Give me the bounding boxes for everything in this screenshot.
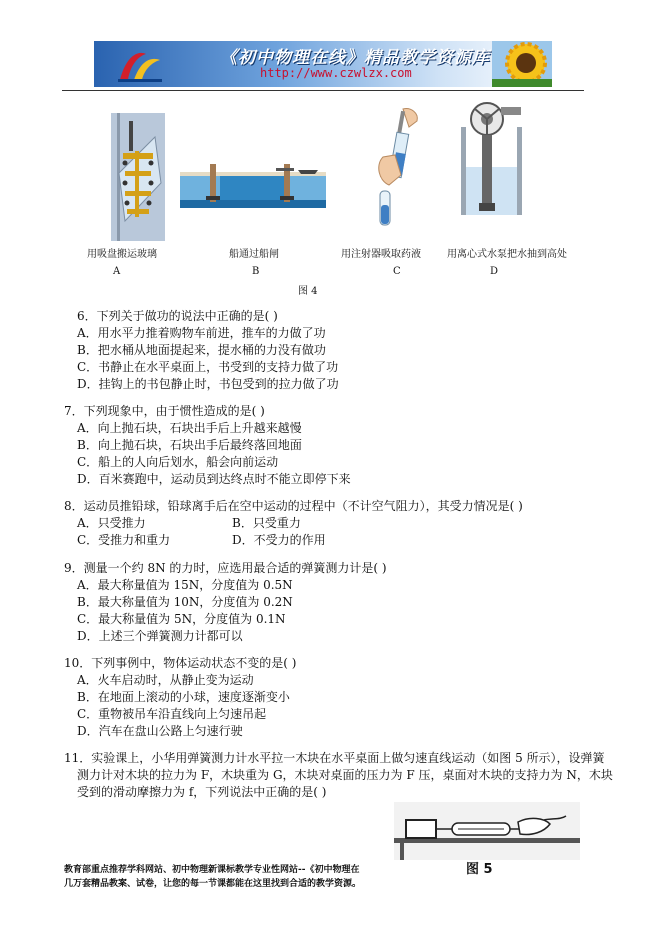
figure4-caption-d: 用离心式水泵把水抽到高处 xyxy=(447,249,567,260)
question-11-line-3: 受到的滑动摩擦力为 f，下列说法中正确的是( ) xyxy=(77,785,327,799)
question-8-option-d: D．不受力的作用 xyxy=(232,533,326,547)
question-10-option-a: A．火车启动时，从静止变为运动 xyxy=(77,673,254,687)
figure4-caption-b: 船通过船闸 xyxy=(229,249,279,260)
ship-lock-image xyxy=(180,152,326,208)
question-7-option-a: A．向上抛石块，石块出手后上升越来越慢 xyxy=(77,421,302,435)
footer-line-1: 教育部重点推荐学科网站、初中物理新课标教学专业性网站--《初中物理在 xyxy=(64,865,360,875)
question-9-option-a: A．最大称量值为 15N，分度值为 0.5N xyxy=(77,578,293,592)
question-7-stem: 7．下列现象中，由于惯性造成的是( ) xyxy=(64,404,265,418)
figure4-letter-c: C xyxy=(393,266,401,277)
figure5-caption: 图 5 xyxy=(466,862,493,877)
question-8-option-a: A．只受推力 xyxy=(77,516,146,530)
header-url[interactable]: http://www.czwlzx.com xyxy=(260,66,412,80)
question-7-option-d: D．百米赛跑中，运动员到达终点时不能立即停下来 xyxy=(77,472,351,486)
question-6-option-d: D．挂钩上的书包静止时，书包受到的拉力做了功 xyxy=(77,377,339,391)
question-6-option-c: C．书静止在水平桌面上，书受到的支持力做了功 xyxy=(77,360,339,374)
header-title: 《初中物理在线》精品教学资源库 xyxy=(220,48,490,68)
footer-line-2: 几万套精品教案、试卷，让您的每一节课都能在这里找到合适的教学资源。 xyxy=(64,879,362,889)
figure4-letter-d: D xyxy=(490,266,499,277)
question-8-stem: 8．运动员推铅球，铅球离手后在空中运动的过程中（不计空气阻力），其受力情况是( ) xyxy=(64,499,523,513)
figure4-caption-a: 用吸盘搬运玻璃 xyxy=(87,249,157,260)
logo-icon xyxy=(116,46,164,84)
question-9-option-b: B．最大称量值为 10N，分度值为 0.2N xyxy=(77,595,293,609)
header-divider xyxy=(62,90,584,91)
question-8-option-c: C．受推力和重力 xyxy=(77,533,171,547)
question-9-option-c: C．最大称量值为 5N，分度值为 0.1N xyxy=(77,612,286,626)
figure4-caption: 图 4 xyxy=(298,286,318,297)
figure4-letter-b: B xyxy=(252,266,260,277)
question-6-option-a: A．用水平力推着购物车前进，推车的力做了功 xyxy=(77,326,326,340)
figure4-caption-c: 用注射器吸取药液 xyxy=(341,249,421,260)
question-6-option-b: B．把水桶从地面提起来，提水桶的力没有做功 xyxy=(77,343,326,357)
question-10-option-c: C．重物被吊车沿直线向上匀速吊起 xyxy=(77,707,267,721)
centrifugal-pump-image xyxy=(459,97,531,217)
question-7-option-c: C．船上的人向后划水，船会向前运动 xyxy=(77,455,279,469)
question-11-line-1: 11．实验课上，小华用弹簧测力计水平拉一木块在水平桌面上做匀速直线运动（如图 5 所示），设弹簧 xyxy=(64,751,605,765)
figure4-letter-a: A xyxy=(113,266,121,277)
question-11-line-2: 测力计对木块的拉力为 F，木块重为 G，木块对桌面的压力为 F 压，桌面对木块的支持力为 N，木块 xyxy=(77,768,613,782)
spring-scale-block-image xyxy=(394,802,580,860)
question-7-option-b: B．向上抛石块，石块出手后最终落回地面 xyxy=(77,438,302,452)
question-8-option-b: B．只受重力 xyxy=(232,516,301,530)
syringe-image xyxy=(373,105,425,227)
question-9-option-d: D．上述三个弹簧测力计都可以 xyxy=(77,629,243,643)
header-banner xyxy=(94,41,554,87)
suction-cup-glass-image xyxy=(111,113,165,241)
question-10-stem: 10．下列事例中，物体运动状态不变的是( ) xyxy=(64,656,297,670)
sunflower-icon xyxy=(492,41,552,87)
question-10-option-d: D．汽车在盘山公路上匀速行驶 xyxy=(77,724,243,738)
question-10-option-b: B．在地面上滚动的小球，速度逐渐变小 xyxy=(77,690,290,704)
footer xyxy=(64,863,361,891)
question-6-stem: 6．下列关于做功的说法中正确的是( ) xyxy=(77,309,278,323)
question-9-stem: 9．测量一个约 8N 的力时，应选用最合适的弹簧测力计是( ) xyxy=(64,561,387,575)
